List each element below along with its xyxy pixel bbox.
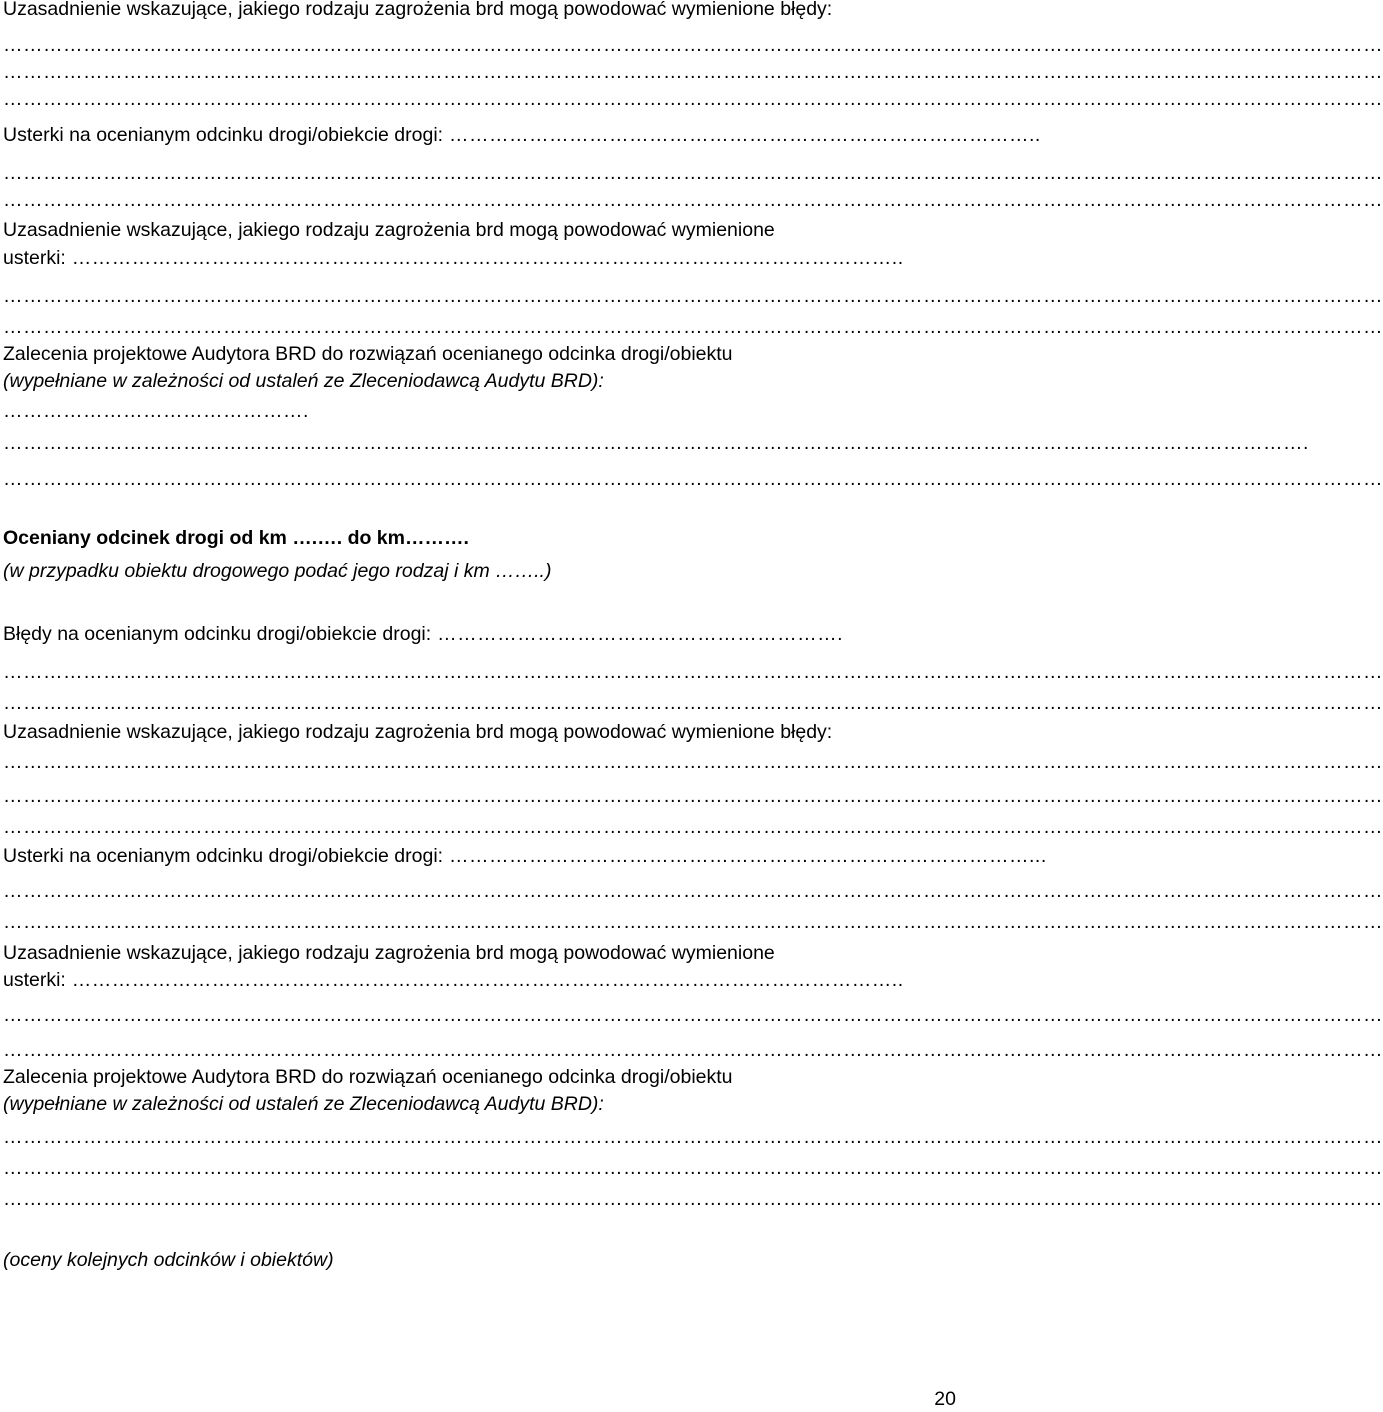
dotted-fill-inline: ……………………………………………………………………………... xyxy=(443,845,1047,867)
usterki-justification-cont: usterki: xyxy=(3,247,66,269)
dotted-fill-line: ……………………………………………………………………………………………………………………………………………………………………………. xyxy=(3,432,1309,454)
bledy-label: Błędy na ocenianym odcinku drogi/obiekcie drogi: xyxy=(3,623,432,645)
footer-note: (oceny kolejnych odcinków i obiektów) xyxy=(3,1249,334,1271)
dotted-fill-line: ……………………………………………………………………………………………………………………………………………………………………………………… xyxy=(3,88,1383,110)
bledy-line xyxy=(3,621,943,647)
dotted-fill-line: ……………………………………………………………………………………………………………………………………………………………………………………… xyxy=(3,189,1383,211)
dotted-fill-inline: …………………………………………………………………………………………………………….. xyxy=(65,969,904,991)
recommendations-note: (wypełniane w zależności od ustaleń ze Zleceniodawcą Audytu BRD): xyxy=(3,370,604,392)
dotted-fill-line: ……………………………………………………………………………………………………………………………………………………………………………………… xyxy=(3,316,1383,338)
bledy-justification-label: Uzasadnienie wskazujące, jakiego rodzaju zagrożenia brd mogą powodować wymienione błędy: xyxy=(3,721,833,743)
usterki-justification-line xyxy=(3,967,933,993)
dotted-fill-line: ……………………………………………………………………………………………………………………………………………………………………………………… xyxy=(3,692,1383,714)
recommendations-label: Zalecenia projektowe Audytora BRD do rozwiązań ocenianego odcinka drogi/obiektu xyxy=(3,1066,733,1088)
dotted-fill-inline: …………………………………………………………………………………………………………….. xyxy=(65,247,904,269)
segment-label: Oceniany odcinek drogi od km ….…. do km………. xyxy=(3,527,469,549)
dotted-fill-line: ……………………………………………………………………………………………………………………………………………………………………………………… xyxy=(3,468,1383,490)
usterki-label: Usterki na ocenianym odcinku drogi/obiekcie drogi: xyxy=(3,845,444,867)
recommendations-label: Zalecenia projektowe Audytora BRD do rozwiązań ocenianego odcinka drogi/obiektu xyxy=(3,343,733,365)
recommendations-note: (wypełniane w zależności od ustaleń ze Zleceniodawcą Audytu BRD): xyxy=(3,1093,604,1115)
dotted-fill-line: ……………………………………………………………………………………………………………………………………………………………………………………… xyxy=(3,751,1383,773)
dotted-fill-inline: ……………………………………………………. xyxy=(431,623,844,645)
dotted-fill-line: ……………………………………………………………………………………………………………………………………………………………………………………… xyxy=(3,1126,1383,1148)
dotted-fill-line: ……………………………………………………………………………………………………………………………………………………………………………………… xyxy=(3,911,1383,933)
dotted-fill-line: ……………………………………………………………………………………………………………………………………………………………………………………… xyxy=(3,661,1383,683)
dotted-fill-line: ……………………………………………………………………………………………………………………………………………………………………………………… xyxy=(3,1157,1383,1179)
usterki-justification-line xyxy=(3,245,933,271)
usterki-justification-cont: usterki: xyxy=(3,969,66,991)
dotted-fill-line: ……………………………………………………………………………………………………………………………………………………………………………………… xyxy=(3,880,1383,902)
dotted-fill-line: ……………………………………………………………………………………………………………………………………………………………………………………… xyxy=(3,1188,1383,1210)
dotted-fill-inline: …………………………………………………………………………….. xyxy=(443,124,1041,146)
dotted-fill-line: ………………………………………. xyxy=(3,400,309,422)
usterki-justification-label: Uzasadnienie wskazujące, jakiego rodzaju zagrożenia brd mogą powodować wymienione xyxy=(3,942,775,964)
bledy-justification-label: Uzasadnienie wskazujące, jakiego rodzaju zagrożenia brd mogą powodować wymienione błędy: xyxy=(3,0,833,20)
dotted-fill-line: ……………………………………………………………………………………………………………………………………………………………………………………… xyxy=(3,816,1383,838)
usterki-line xyxy=(3,122,1041,148)
usterki-label: Usterki na ocenianym odcinku drogi/obiekcie drogi: xyxy=(3,124,444,146)
dotted-fill-line: ……………………………………………………………………………………………………………………………………………………………………………………… xyxy=(3,34,1383,56)
dotted-fill-line: ……………………………………………………………………………………………………………………………………………………………………………………… xyxy=(3,785,1383,807)
dotted-fill-line: ……………………………………………………………………………………………………………………………………………………………………………………… xyxy=(3,1004,1383,1026)
usterki-line xyxy=(3,843,1047,869)
usterki-justification-label: Uzasadnienie wskazujące, jakiego rodzaju zagrożenia brd mogą powodować wymienione xyxy=(3,219,775,241)
dotted-fill-line: ……………………………………………………………………………………………………………………………………………………………………………………… xyxy=(3,1039,1383,1061)
dotted-fill-line: ……………………………………………………………………………………………………………………………………………………………………………………… xyxy=(3,162,1383,184)
segment-note: (w przypadku obiektu drogowego podać jego rodzaj i km ……..) xyxy=(3,560,552,582)
page-number: 20 xyxy=(934,1388,956,1410)
dotted-fill-line: ……………………………………………………………………………………………………………………………………………………………………………………… xyxy=(3,61,1383,83)
dotted-fill-line: ……………………………………………………………………………………………………………………………………………………………………………………… xyxy=(3,285,1383,307)
